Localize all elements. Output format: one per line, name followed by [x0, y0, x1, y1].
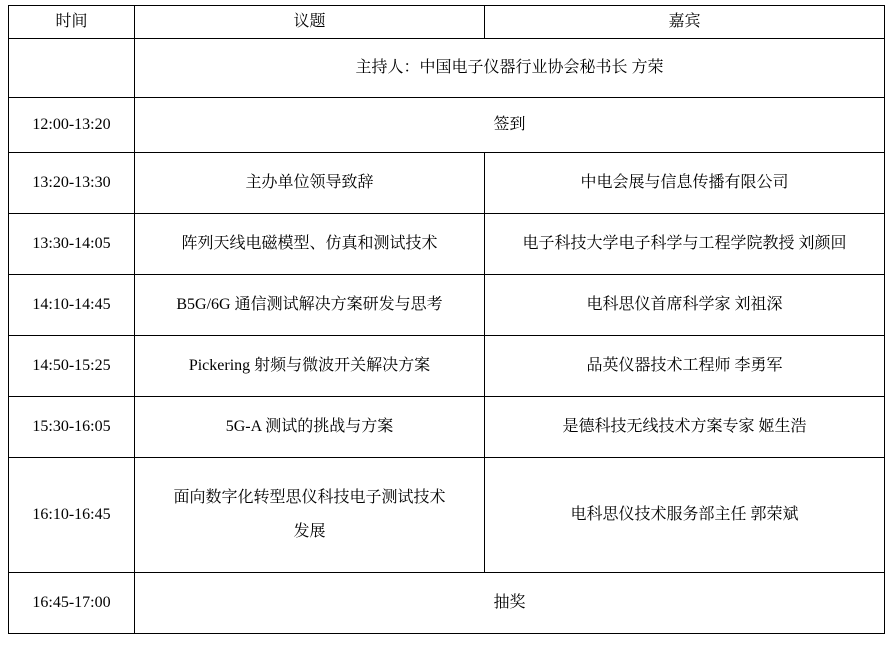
row-time: 13:30-14:05	[9, 214, 135, 275]
row-topic: 阵列天线电磁模型、仿真和测试技术	[135, 214, 485, 275]
row-topic: B5G/6G 通信测试解决方案研发与思考	[135, 275, 485, 336]
table-row	[9, 214, 885, 275]
host-row-time-cell	[9, 39, 135, 98]
host-row-text: 主持人：中国电子仪器行业协会秘书长 方荣	[135, 39, 885, 98]
row-time: 15:30-16:05	[9, 397, 135, 458]
row-merged-text: 抽奖	[135, 573, 885, 634]
row-time: 14:50-15:25	[9, 336, 135, 397]
row-merged-text: 签到	[135, 98, 885, 153]
table-row	[9, 39, 885, 98]
column-header-topic: 议题	[135, 6, 485, 39]
row-time: 16:10-16:45	[9, 458, 135, 573]
row-topic-line1: 面向数字化转型思仪科技电子测试技术	[173, 489, 446, 507]
table-row	[9, 336, 885, 397]
row-time: 12:00-13:20	[9, 98, 135, 153]
column-header-time: 时间	[9, 6, 135, 39]
table-row	[9, 458, 885, 573]
row-guest: 品英仪器技术工程师 李勇军	[485, 336, 885, 397]
row-topic: 主办单位领导致辞	[135, 153, 485, 214]
row-time: 14:10-14:45	[9, 275, 135, 336]
row-guest: 电科思仪技术服务部主任 郭荣斌	[485, 458, 885, 573]
row-topic: Pickering 射频与微波开关解决方案	[135, 336, 485, 397]
row-guest: 电子科技大学电子科学与工程学院教授 刘颜回	[485, 214, 885, 275]
table-header-row	[9, 6, 885, 39]
row-guest: 是德科技无线技术方案专家 姬生浩	[485, 397, 885, 458]
row-time: 16:45-17:00	[9, 573, 135, 634]
table-row	[9, 98, 885, 153]
table-row	[9, 153, 885, 214]
column-header-guest: 嘉宾	[485, 6, 885, 39]
row-guest: 电科思仪首席科学家 刘祖深	[485, 275, 885, 336]
row-guest: 中电会展与信息传播有限公司	[485, 153, 885, 214]
table-row	[9, 275, 885, 336]
row-topic: 5G-A 测试的挑战与方案	[135, 397, 485, 458]
agenda-table	[8, 5, 885, 634]
table-row	[9, 573, 885, 634]
table-row	[9, 397, 885, 458]
row-time: 13:20-13:30	[9, 153, 135, 214]
row-topic	[135, 458, 485, 573]
row-topic-line2: 发展	[293, 523, 326, 540]
